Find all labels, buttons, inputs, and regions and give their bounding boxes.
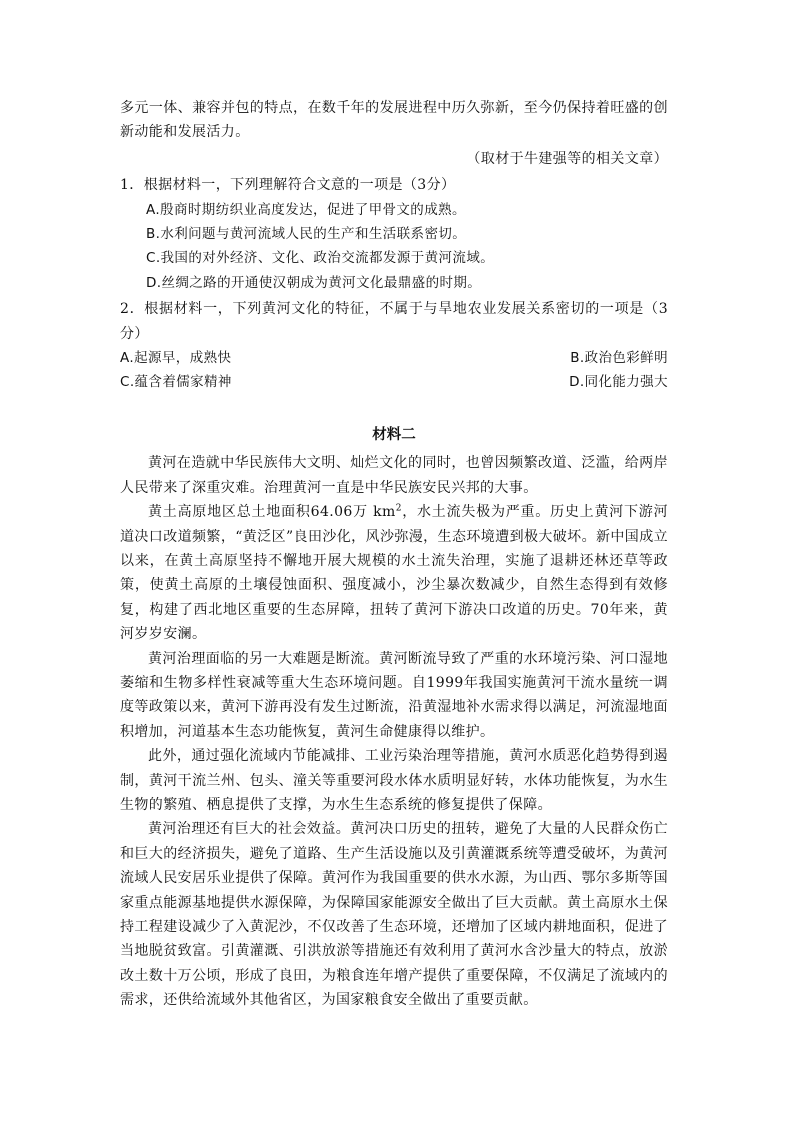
material-two-paragraph-1: 黄河在造就中华民族伟大文明、灿烂文化的同时，也曾因频繁改道、泛滥，给两岸人民带来了深重灾难。治理黄河一直是中华民族安民兴邦的大事。 [120,455,668,496]
question-2-option-d: D.同化能力强大 [569,374,668,391]
question-2-options-row-2 [120,370,668,394]
question-2-option-a: A.起源早，成熟快 [120,350,232,367]
exam-page [120,96,668,1013]
material-two-paragraph-5: 黄河治理还有巨大的社会效益。黄河决口历史的扭转，避免了大量的人民群众伤亡和巨大的经济损失，避免了道路、生产生活设施以及引黄灌溉系统等遭受破坏，为黄河流域人民安居乐业提供了保障。黄河作为我国重要的供水水源，为山西、鄂尔多斯等国家重点能源基地提供水源保障，为保障国家能源安全做出了巨大贡献。黄土高原水土保持工程建设减少了入黄泥沙，不仅改善了生态环境，还增加了区域内耕地面积，促进了当地脱贫致富。引黄灌溉、引洪放淤等措施还有效利用了黄河水含沙量大的特点，放淤改土数十万公顷，形成了良田，为粮食连年增产提供了重要保障，不仅满足了流域内的需求，还供给流域外其他省区，为国家粮食安全做出了重要贡献。 [120,821,668,1009]
question-1-option-c: C.我国的对外经济、文化、政治交流都发源于黄河流域。 [146,250,495,267]
material-one-source: （取材于牛建强等的相关文章） [466,150,668,167]
material-two-paragraph-2-body: ，水土流失极为严重。历史上黄河下游河道决口改道频繁，“黄泛区”良田沙化，风沙弥漫，生态环境遭到极大破坏。新中国成立以来，在黄土高原坚持不懈地开展大规模的水土流失治理，实施了退耕还林还草等政策，使黄土高原的土壤侵蚀面积、强度减小，沙尘暴次数减少，自然生态得到有效修复，构建了西北地区重要的生态屏障，扭转了黄河下游决口改道的历史。70年来，黄河岁岁安澜。 [120,504,668,643]
question-1-stem: 1．根据材料一，下列理解符合文意的一项是（3分） [120,177,456,194]
question-1-option-b: B.水利问题与黄河流域人民的生产和生活联系密切。 [146,226,467,243]
material-one-tail-paragraph: 多元一体、兼容并包的特点，在数千年的发展进程中历久弥新，至今仍保持着旺盛的创新动能和发展活力。 [120,100,668,141]
question-2-option-b: B.政治色彩鲜明 [570,350,668,367]
question-1-option-a: A.殷商时期纺织业高度发达，促进了甲骨文的成熟。 [146,201,466,218]
material-two-title: 材料二 [372,426,416,443]
question-1 [120,173,668,295]
area-unit-superscript: 2 [395,503,402,514]
material-two-paragraph-2-lead: 黄土高原地区总土地面积64.06万 km [148,504,396,521]
question-2-options-row-1 [120,346,668,370]
question-2 [120,297,668,395]
material-two-paragraph-3: 黄河治理面临的另一大难题是断流。黄河断流导致了严重的水环境污染、河口湿地萎缩和生物多样性衰减等重大生态环境问题。自1999年我国实施黄河干流水量统一调度等政策以来，黄河下游再没有发生过断流，沿黄湿地补水需求得以满足，河流湿地面积增加，河道基本生态功能恢复，黄河生命健康得以维护。 [120,650,668,740]
question-2-stem: 2．根据材料一，下列黄河文化的特征，不属于与旱地农业发展关系密切的一项是（3分） [120,301,668,342]
question-1-option-d: D.丝绸之路的开通使汉朝成为黄河文化最鼎盛的时期。 [146,274,482,291]
material-two-paragraph-2 [120,500,668,646]
material-two-paragraph-4: 此外，通过强化流域内节能减排、工业污染治理等措施，黄河水质恶化趋势得到遏制，黄河干流兰州、包头、潼关等重要河段水体水质明显好转，水体功能恢复，为水生生物的繁殖、栖息提供了支撑，为水生生态系统的修复提供了保障。 [120,748,668,813]
question-2-option-c: C.蕴含着儒家精神 [120,374,232,391]
